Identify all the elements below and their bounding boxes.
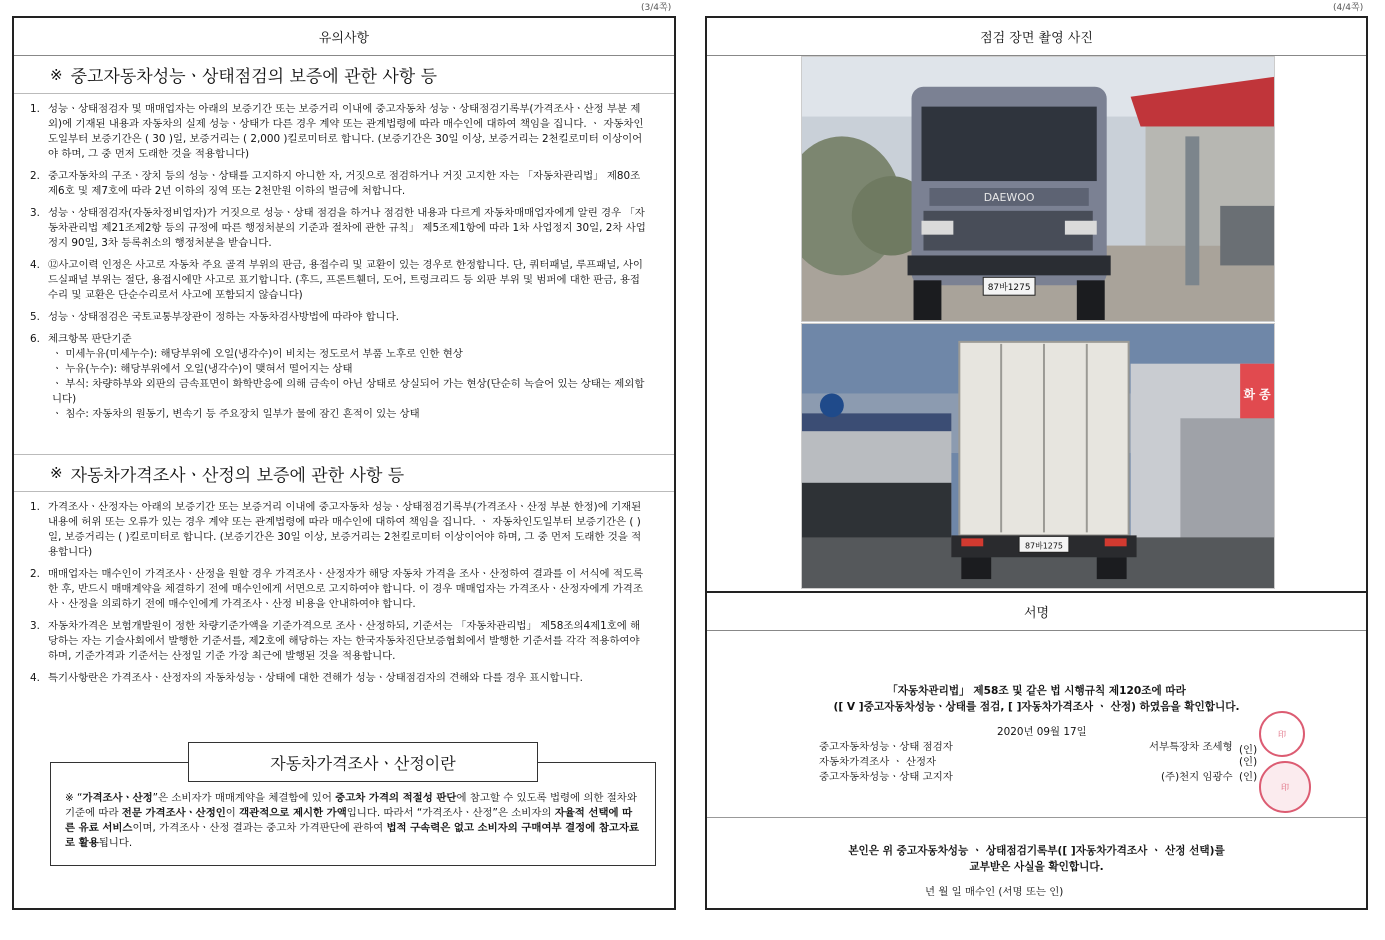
note-text: 자동차가격은 보험개발원이 정한 차량기준가액을 기준가격으로 조사ㆍ산정하되, 기준서는 「자동차관리법」 제58조의4제1호에 해당하는 자는 기술사회에서 발행한 기준서를, 제2호에 해당하는 자는 한국자동차진단보증협회에서 발행한 기준서를 각각 적용하여야 하며, 기준가격과 기준서는 산정일 기준 가장 최근에 발행된 것을 적용합니다. <box>48 620 641 662</box>
pricing-definition-title: 자동차가격조사ㆍ산정이란 <box>188 742 538 782</box>
reference-mark-icon: ※ <box>50 65 63 84</box>
section-title-text: 자동차가격조사ㆍ산정의 보증에 관한 사항 등 <box>70 465 405 486</box>
inspection-notes-list <box>30 102 648 422</box>
pricing-notes <box>14 492 674 732</box>
criteria-item: ㆍ 미세누유(미세누수): 해당부위에 오일(냉각수)이 비치는 정도로서 부품 노후로 인한 현상 <box>52 348 463 360</box>
definition-bold: 자율적 선택에 따른 유료 서비스 <box>65 807 633 834</box>
inspector-seal-stamp: 印 <box>1259 711 1305 757</box>
definition-bold: 객관적으로 제시한 가액 <box>239 807 347 819</box>
signature-section <box>707 631 1366 910</box>
signature-divider <box>707 817 1366 818</box>
receipt-statement: 본인은 위 중고자동차성능 ㆍ 상태점검기록부([ ]자동차가격조사 ㆍ 산정 선택)를 <box>848 845 1225 857</box>
note-item <box>30 332 648 422</box>
note-text: 중고자동차의 구조ㆍ장치 등의 성능ㆍ상태를 고지하지 아니한 자, 거짓으로 점검하거나 거짓 고지한 자는 「자동차관리법」 제80조제6호 및 제7호에 따라 2년 이하의 징역 또는 2천만원 이하의 벌금에 처합니다. <box>48 170 641 197</box>
notifier-signer: (주)천지 임광수 <box>1161 771 1233 783</box>
signature-date: 2020년 09월 17일 <box>997 726 1087 738</box>
note-text: 특기사항란은 가격조사ㆍ산정자의 자동차성능ㆍ상태에 대한 견해가 성능ㆍ상태점검자의 견해와 다를 경우 표시합니다. <box>48 672 583 684</box>
note-item <box>30 671 648 686</box>
section-title-text: 중고자동차성능ㆍ상태점검의 보증에 관한 사항 등 <box>70 67 438 87</box>
note-text: 성능ㆍ상태점검자(자동차정비업자)가 거짓으로 성능ㆍ상태 점검을 하거나 점검한 내용과 다르게 자동차매매업자에게 알린 경우 「자동차관리법 제21조제2항 등의 규정에 따른 행정처분의 기준과 절차에 관한 규칙」 제5조제1항에 따라 1차 사업정지 30일, 2차 사업정지 90일, 3차 등록취소의 행정처분을 받습니다. <box>48 207 646 249</box>
note-item <box>30 206 648 251</box>
note-text: 성능ㆍ상태점검은 국토교통부장관이 정하는 자동차검사방법에 따라야 합니다. <box>48 311 400 323</box>
definition-bold: 법적 구속력은 없고 소비자의 구매여부 결정에 참고자료로 활용 <box>65 822 640 849</box>
definition-text: ”은 소비자가 매매계약을 체결함에 있어 <box>152 792 336 804</box>
note-text: 성능ㆍ상태점검자 및 매매업자는 아래의 보증기간 또는 보증거리 이내에 중고자동차 성능ㆍ상태점검기록부(가격조사ㆍ산정 부분 제외)에 기재된 내용과 자동차의 실제 성능ㆍ상태가 다른 경우 계약 또는 관계법령에 따라 매수인에 대하여 책임을 집니다. ㆍ 자동차인도일부터 보증기간은 ( 30 )일, 보증거리는 ( 2,000 )킬로미터로 합니다. (보증기간은 30일 이상, 보증거리는 2천킬로미터 이상이어야 하며, 그 중 먼저 도래한 것을 적용합니다) <box>48 103 644 160</box>
note-item <box>30 500 648 560</box>
criteria-item: ㆍ 부식: 차량하부와 외판의 금속표면이 화학반응에 의해 금속이 아닌 상태로 상실되어 가는 현상(단순히 녹슬어 있는 상태는 제외합니다) <box>52 378 645 405</box>
pricing-definition-area <box>14 732 674 887</box>
criteria-item: ㆍ 침수: 자동차의 원동기, 변속기 등 주요장치 일부가 물에 잠긴 흔적이 있는 상태 <box>52 408 420 420</box>
buyer-signature-line: 년 월 일 매수인 (서명 또는 인) <box>925 886 1064 898</box>
note-number: 1. <box>30 501 40 513</box>
signature-header: 서명 <box>707 591 1366 631</box>
shop-sign-text: 화 종 <box>1243 387 1271 402</box>
note-number: 1. <box>30 103 40 115</box>
appraiser-seal-mark: (인) <box>1239 756 1258 768</box>
note-number: 4. <box>30 259 40 271</box>
definition-text: 에 참고할 수 있도록 법령에 의한 절차와 기준에 따라 <box>65 792 637 819</box>
appraiser-role: 자동차가격조사 ㆍ 산정자 <box>819 756 937 768</box>
truck-front-photo <box>801 56 1275 322</box>
front-license-plate: 87바1275 <box>987 283 1031 294</box>
photo-signature-panel <box>705 16 1368 910</box>
inspector-signer: 서부특장차 조세형 <box>1149 741 1233 753</box>
definition-text: 됩니다. <box>98 837 133 849</box>
note-text: 매매업자는 매수인이 가격조사ㆍ산정을 원할 경우 가격조사ㆍ산정자가 해당 자동차 가격을 조사ㆍ산정하여 결과를 이 서식에 적도록 한 후, 반드시 매매계약을 체결하기 전에 매수인에게 서면으로 고지하여야 합니다. 이 경우 매매업자는 가격조사ㆍ산정자에게 가격조사ㆍ산정을 의뢰하기 전에 매수인에게 가격조사ㆍ산정 비용을 안내하여야 합니다. <box>48 568 643 610</box>
note-item <box>30 567 648 612</box>
notes-header: 유의사항 <box>14 18 674 56</box>
definition-bold: 중고차 가격의 적절성 판단 <box>335 792 457 804</box>
notifier-seal-mark: (인) <box>1239 771 1258 783</box>
notes-panel <box>12 16 676 910</box>
notifier-seal-stamp: 印 <box>1259 761 1311 813</box>
definition-bold: 가격조사ㆍ산정 <box>82 792 153 804</box>
note-number: 2. <box>30 568 40 580</box>
reference-mark-icon: ※ <box>50 464 63 482</box>
note-number: 2. <box>30 170 40 182</box>
confirmation-line: ([ V ]중고자동차성능ㆍ상태를 점검, [ ]자동차가격조사 ㆍ 산정) 하였음을 확인합니다. <box>833 701 1240 713</box>
note-item <box>30 310 648 325</box>
receipt-statement-end: 교부받은 사실을 확인합니다. <box>969 861 1104 873</box>
note-number: 3. <box>30 620 40 632</box>
inspection-notes <box>14 94 674 454</box>
inspector-role: 중고자동차성능ㆍ상태 점검자 <box>819 741 953 753</box>
note-item <box>30 102 648 162</box>
note-number: 6. <box>30 333 40 345</box>
law-reference-line: 「자동차관리법」 제58조 및 같은 법 시행규칙 제120조에 따라 <box>887 685 1186 697</box>
photo-header: 점검 장면 촬영 사진 <box>707 18 1366 56</box>
page-number-right: (4/4쪽) <box>1333 3 1364 13</box>
pricing-notes-list <box>30 500 648 686</box>
note-item <box>30 169 648 199</box>
page-number-left: (3/4쪽) <box>641 3 672 13</box>
truck-rear-photo <box>801 323 1275 589</box>
note-text: 가격조사ㆍ산정자는 아래의 보증기간 또는 보증거리 이내에 중고자동차 성능ㆍ상태점검기록부(가격조사ㆍ산정 부분 한정)에 기재된 내용에 허위 또는 오류가 있는 경우 계약 또는 관계법령에 따라 매수인에 대하여 책임을 집니다. ㆍ 자동차인도일부터 보증기간은 ( )일, 보증거리는 ( )킬로미터로 합니다. (보증기간은 30일 이상, 보증거리는 2천킬로미터 이상이어야 하며, 그 중 먼저 도래한 것을 적용합니다) <box>48 501 642 558</box>
definition-bold: 전문 가격조사ㆍ산정인 <box>121 807 226 819</box>
inspection-warranty-title <box>14 56 674 94</box>
pricing-warranty-title <box>14 454 674 492</box>
note-item <box>30 619 648 664</box>
definition-text: 입니다. 따라서 “가격조사ㆍ산정”은 소비자의 <box>346 807 555 819</box>
definition-text: 이며, 가격조사ㆍ산정 결과는 중고차 가격판단에 관하여 <box>132 822 387 834</box>
definition-text: ※ “ <box>65 792 83 804</box>
note-number: 4. <box>30 672 40 684</box>
rear-license-plate: 87바1275 <box>1024 541 1063 551</box>
truck-brand-label: DAEWOO <box>983 190 1035 204</box>
note-item <box>30 258 648 303</box>
inspector-seal-mark: (인) <box>1239 744 1258 756</box>
pricing-warranty-section <box>14 454 674 732</box>
note-text: ⑫사고이력 인정은 사고로 자동차 주요 골격 부위의 판금, 용접수리 및 교환이 있는 경우로 한정합니다. 단, 쿼터패널, 루프패널, 사이드실패널 부위는 절단, 용접시에만 사고로 표기합니다. (후드, 프론트휀더, 도어, 트렁크리드 등 외판 부위 및 범퍼에 대한 판금, 용접수리 및 교환은 단순수리로서 사고에 포함되지 않습니다) <box>48 259 643 301</box>
note-text: 체크항목 판단기준 <box>48 333 132 345</box>
definition-text: 이 <box>225 807 240 819</box>
note-number: 5. <box>30 311 40 323</box>
inspection-warranty-section <box>14 56 674 454</box>
criteria-item: ㆍ 누유(누수): 해당부위에서 오일(냉각수)이 맺혀서 떨어지는 상태 <box>52 363 353 375</box>
note-number: 3. <box>30 207 40 219</box>
notifier-role: 중고자동차성능ㆍ상태 고지자 <box>819 771 953 783</box>
